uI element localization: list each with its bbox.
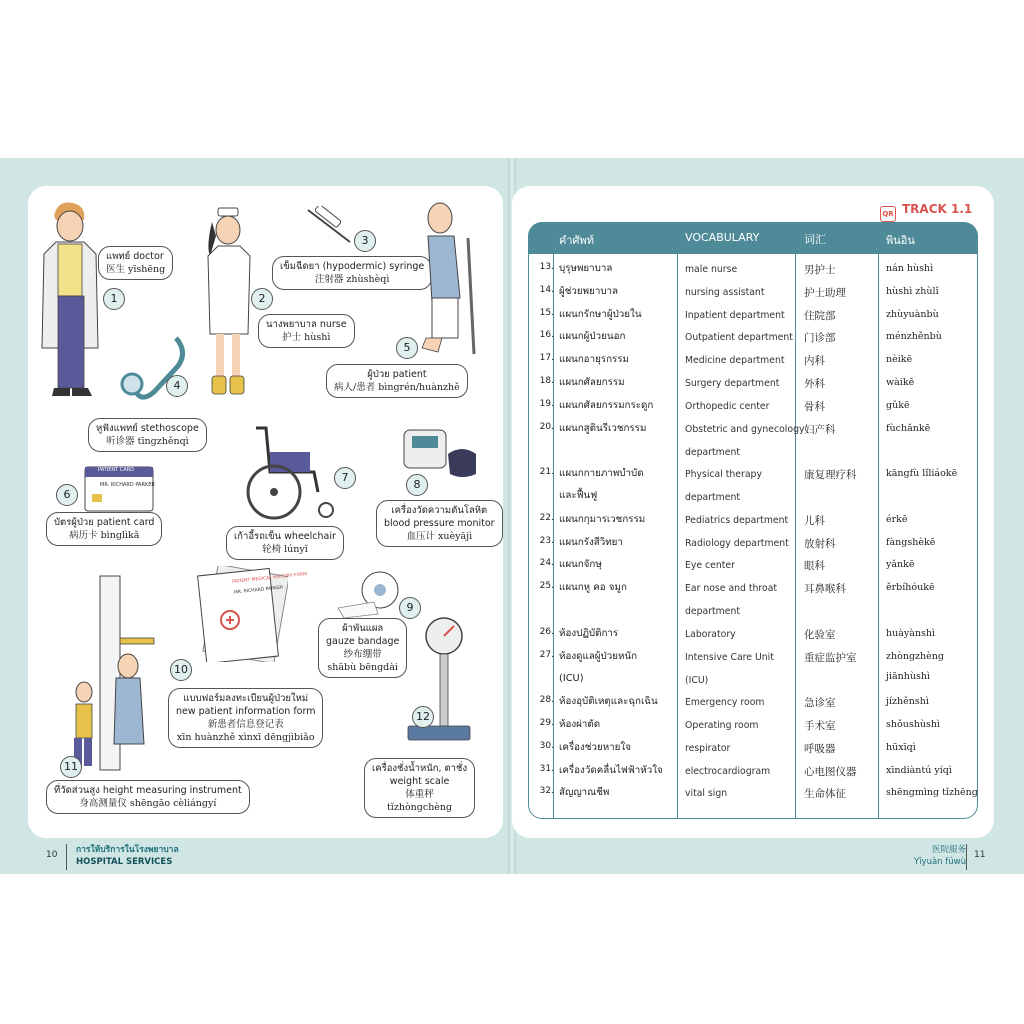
wheelchair-illustration: [236, 422, 346, 520]
item-5-number: 5: [396, 337, 418, 359]
left-footer-th: การให้บริการในโรงพยาบาล: [76, 845, 179, 855]
row-thai: แผนกกุมารเวชกรรม: [559, 513, 646, 525]
item-11-number: 11: [60, 756, 82, 778]
left-footer-en: HOSPITAL SERVICES: [76, 857, 173, 867]
row-chinese: 手术室: [804, 720, 836, 732]
row-number: 29.: [539, 718, 554, 728]
item-2-number: 2: [251, 288, 273, 310]
row-number: 26.: [539, 626, 554, 637]
item-3-zh: 注射器 zhùshèqì: [314, 274, 390, 285]
item-1-th-en: แพทย์ doctor: [106, 251, 164, 262]
row-chinese: 外科: [804, 378, 825, 390]
item-4-zh: 听诊器 tīngzhěnqì: [106, 436, 189, 447]
row-english: Medicine department: [685, 355, 785, 367]
row-chinese: 骨科: [804, 400, 825, 413]
item-10-label: [168, 688, 323, 748]
item-1-label: [98, 246, 173, 280]
item-12-py: tǐzhòngchèng: [386, 802, 453, 813]
height-measure-illustration: [70, 574, 160, 774]
row-english-line2: department: [685, 492, 741, 504]
row-number: 25.: [539, 581, 554, 592]
row-thai: แผนกรักษาผู้ป่วยใน: [559, 308, 642, 320]
item-10-th: แบบฟอร์มลงทะเบียนผู้ป่วยใหม่: [183, 693, 309, 704]
item-8-label: [376, 500, 503, 547]
item-9-en: gauze bandage: [326, 636, 400, 647]
row-english: Orthopedic center: [685, 400, 770, 412]
item-4-th-en: หูฟังแพทย์ stethoscope: [96, 423, 199, 434]
row-number: 18.: [539, 376, 554, 386]
row-number: 15.: [539, 307, 554, 318]
row-thai: ห้องดูแลผู้ป่วยหนัก (ICU): [559, 646, 704, 690]
item-8-zh: 血压计 xuèyājì: [406, 531, 473, 542]
row-english: male nurse: [685, 264, 738, 275]
row-pinyin: yǎnkē: [886, 559, 915, 571]
weight-scale-illustration: [402, 614, 472, 750]
item-5-th-en: ผู้ป่วย patient: [367, 369, 427, 380]
row-pinyin: jízhěnshì: [886, 696, 929, 708]
patient-card-title: PATIENT CARD: [98, 467, 135, 473]
item-6-number: 6: [56, 484, 78, 506]
item-5-label: [326, 364, 468, 398]
row-thai: ห้องผ่าตัด: [559, 719, 601, 730]
item-4-number: 4: [166, 375, 188, 397]
row-pinyin: ménzhěnbù: [886, 331, 942, 343]
row-number: 31.: [539, 763, 554, 774]
row-english: Obstetric and gynecology department: [685, 418, 805, 464]
row-pinyin: fàngshèkē: [886, 536, 936, 548]
right-page-number: 11: [974, 850, 986, 860]
item-12-th: เครื่องชั่งน้ำหนัก, ตาชั่ง: [372, 763, 468, 774]
row-number: 16.: [539, 330, 554, 341]
header-vocabulary: VOCABULARY: [685, 231, 760, 244]
row-pinyin: shǒushùshì: [886, 719, 940, 730]
nurse-illustration: [198, 206, 260, 402]
track-label[interactable]: [880, 202, 972, 222]
form-name-text: MR. RICHARD PARKER: [233, 585, 284, 596]
row-english: Outpatient department: [685, 332, 793, 344]
row-english: Intensive Care Unit (ICU): [685, 646, 805, 692]
left-footer-divider: [66, 844, 67, 870]
row-english: Laboratory: [685, 628, 736, 640]
row-chinese: 康复理疗科: [804, 469, 857, 482]
row-number: 13.: [539, 262, 554, 272]
bandage-illustration: [334, 568, 404, 618]
item-9-py: shābù bēngdài: [327, 662, 398, 673]
row-thai-line2: และฟื้นฟู: [559, 490, 598, 502]
row-chinese: 放射科: [804, 537, 836, 550]
item-10-zh: 新患者信息登记表: [207, 719, 284, 730]
row-thai: แผนกรังสีวิทยา: [559, 536, 623, 548]
row-chinese: 妇产科: [804, 423, 836, 436]
row-number: 17.: [539, 353, 554, 364]
item-10-number: 10: [170, 659, 192, 681]
row-pinyin: xīndiàntú yíqì: [886, 764, 952, 776]
row-english: Ear nose and throat department: [685, 577, 805, 623]
row-chinese: 儿科: [804, 514, 825, 527]
doctor-illustration: [36, 198, 106, 404]
row-chinese: 眼科: [804, 560, 825, 573]
row-thai: แผนกหู คอ จมูก: [559, 582, 627, 594]
row-thai: แผนกศัลยกรรม: [559, 377, 625, 388]
item-9-th: ผ้าพันแผล: [342, 623, 384, 634]
row-chinese: 耳鼻喉科: [804, 583, 846, 596]
item-4-label: [88, 418, 207, 452]
row-thai-line2: (ICU): [559, 672, 584, 684]
row-thai: ผู้ช่วยพยาบาล: [559, 285, 619, 297]
row-pinyin: zhùyuànbù: [886, 308, 939, 320]
row-pinyin: wàikē: [886, 377, 915, 388]
item-7-number: 7: [334, 467, 356, 489]
item-11-th-en: ที่วัดส่วนสูง height measuring instrument: [54, 785, 242, 796]
row-thai: แผนกศัลยกรรมกระดูก: [559, 399, 654, 411]
item-10-en: new patient information form: [176, 706, 316, 717]
row-english: respirator: [685, 742, 731, 754]
vocab-table-header: [528, 222, 978, 254]
row-pinyin: ěrbíhóukē: [886, 582, 935, 594]
item-1-zh: 医生 yīshēng: [106, 264, 166, 275]
row-thai: แผนกจักษุ: [559, 559, 602, 571]
item-12-en: weight scale: [389, 776, 450, 787]
row-chinese: 内科: [804, 355, 825, 368]
row-thai: เครื่องวัดคลื่นไฟฟ้าหัวใจ: [559, 764, 663, 776]
item-2-label: [258, 314, 355, 348]
item-9-number: 9: [399, 597, 421, 619]
item-3-label: [272, 256, 432, 290]
row-chinese: 男护士: [804, 264, 836, 276]
patient-illustration: [418, 198, 490, 360]
row-pinyin: hūxīqì: [886, 741, 916, 753]
row-number: 27.: [539, 649, 554, 660]
row-english-line2: (ICU): [685, 674, 709, 686]
item-12-label: [364, 758, 475, 818]
row-number: 23.: [539, 535, 554, 546]
row-english: nursing assistant: [685, 286, 765, 298]
row-thai: แผนกกายภาพบำบัด และฟื้นฟู: [559, 463, 704, 507]
row-pinyin: nèikē: [886, 354, 913, 366]
left-page-number: 10: [46, 850, 58, 860]
row-chinese: 生命体征: [804, 788, 846, 801]
item-5-zh: 病人/患者 bìngrén/huànzhě: [334, 382, 460, 393]
column-divider-4: [878, 254, 879, 818]
row-number: 21.: [539, 467, 554, 478]
row-pinyin: fùchǎnkē: [886, 422, 931, 434]
row-chinese: 门诊部: [804, 332, 836, 345]
row-pinyin: érkē: [886, 513, 908, 525]
right-footer-divider: [966, 844, 967, 870]
row-english: vital sign: [685, 788, 728, 800]
item-10-py: xīn huànzhě xìnxī dēngjìbiǎo: [176, 732, 315, 743]
row-english-line2: department: [685, 446, 741, 458]
item-1-number: 1: [103, 288, 125, 310]
row-english: Eye center: [685, 560, 735, 572]
item-8-en: blood pressure monitor: [384, 518, 495, 529]
item-9-zh: 纱布绷带: [343, 649, 382, 660]
item-12-number: 12: [412, 706, 434, 728]
row-english: Operating room: [685, 720, 759, 731]
row-number: 32.: [539, 786, 554, 797]
row-chinese: 心电图仪器: [804, 765, 857, 778]
item-12-zh: 体重秤: [405, 789, 434, 800]
row-english: Radiology department: [685, 537, 789, 549]
right-footer-py: Yīyuàn fúwù: [914, 857, 966, 867]
right-footer-zh: 医院服务: [931, 845, 966, 855]
item-11-zh: 身高测量仪 shēngāo cèliángyí: [79, 798, 217, 809]
row-chinese: 急诊室: [804, 697, 836, 710]
row-number: 30.: [539, 740, 554, 751]
item-3-number: 3: [354, 230, 376, 252]
item-7-label: [226, 526, 344, 560]
row-thai: สัญญาณชีพ: [559, 787, 610, 799]
item-6-zh: 病历卡 bìnglìkǎ: [69, 530, 140, 541]
row-pinyin-line2: jiānhùshì: [886, 670, 931, 682]
row-thai: แผนกผู้ป่วยนอก: [559, 331, 626, 343]
item-2-zh: 护士 hùshì: [282, 332, 331, 343]
row-english: electrocardiogram: [685, 765, 771, 777]
row-number: 14.: [539, 284, 554, 295]
row-number: 28.: [539, 695, 554, 706]
right-footer-title: [914, 844, 966, 868]
item-6-label: [46, 512, 162, 546]
left-footer-title: [76, 844, 179, 868]
row-english: Physical therapy department: [685, 463, 805, 509]
row-thai: ห้องปฏิบัติการ: [559, 627, 619, 639]
item-6-th-en: บัตรผู้ป่วย patient card: [54, 517, 155, 528]
row-english: Surgery department: [685, 378, 780, 389]
item-7-zh: 轮椅 lúnyǐ: [262, 544, 308, 555]
row-pinyin: nán hùshì: [886, 263, 934, 274]
qr-code-icon: QR: [880, 206, 896, 222]
row-pinyin: shēngmìng tǐzhēng: [886, 787, 978, 799]
form-title-text: PATIENT MEDICAL HISTORY FORM: [231, 572, 308, 585]
row-number: 24.: [539, 558, 554, 569]
syringe-illustration: [304, 206, 354, 246]
row-chinese: 护士助理: [804, 286, 846, 299]
header-chinese: 词汇: [804, 233, 826, 246]
item-7-th-en: เก้าอี้รถเข็น wheelchair: [234, 531, 336, 542]
row-thai: บุรุษพยาบาล: [559, 263, 613, 274]
row-thai: ห้องอุบัติเหตุและฉุกเฉิน: [559, 696, 658, 708]
item-2-th-en: นางพยาบาล nurse: [266, 319, 347, 330]
row-pinyin: hùshì zhùlǐ: [886, 285, 939, 297]
row-pinyin: kāngfù lǐliáokē: [886, 468, 958, 480]
row-number: 19.: [539, 398, 554, 409]
row-english: Pediatrics department: [685, 514, 789, 526]
item-11-label: [46, 780, 250, 814]
item-8-th: เครื่องวัดความดันโลหิต: [391, 505, 488, 516]
track-text: TRACK 1.1: [902, 202, 973, 216]
header-thai: คำศัพท์: [559, 234, 595, 247]
row-english-line2: department: [685, 606, 741, 618]
row-pinyin: zhòngzhèng jiānhùshì: [886, 650, 944, 682]
item-8-number: 8: [406, 474, 428, 496]
row-english: Emergency room: [685, 697, 765, 709]
row-number: 20.: [539, 421, 554, 432]
patient-card-name: MR. RICHARD PARKER: [100, 482, 155, 488]
row-chinese: 重症监护室: [804, 651, 857, 664]
row-thai: แผนกอายุรกรรม: [559, 354, 629, 366]
row-chinese: 化验室: [804, 628, 836, 641]
row-pinyin: gǔkē: [886, 399, 910, 411]
item-9-label: [318, 618, 407, 678]
row-chinese: 呼吸器: [804, 742, 836, 755]
item-3-th-en: เข็มฉีดยา (hypodermic) syringe: [280, 261, 425, 272]
row-thai: แผนกสูตินรีเวชกรรม: [559, 422, 647, 434]
row-number: 22.: [539, 512, 554, 523]
row-english: Inpatient department: [685, 309, 785, 321]
row-thai: เครื่องช่วยหายใจ: [559, 741, 631, 753]
row-chinese: 住院部: [804, 309, 836, 322]
row-pinyin: huàyànshì: [886, 627, 936, 639]
header-pinyin: พินอิน: [886, 234, 915, 247]
